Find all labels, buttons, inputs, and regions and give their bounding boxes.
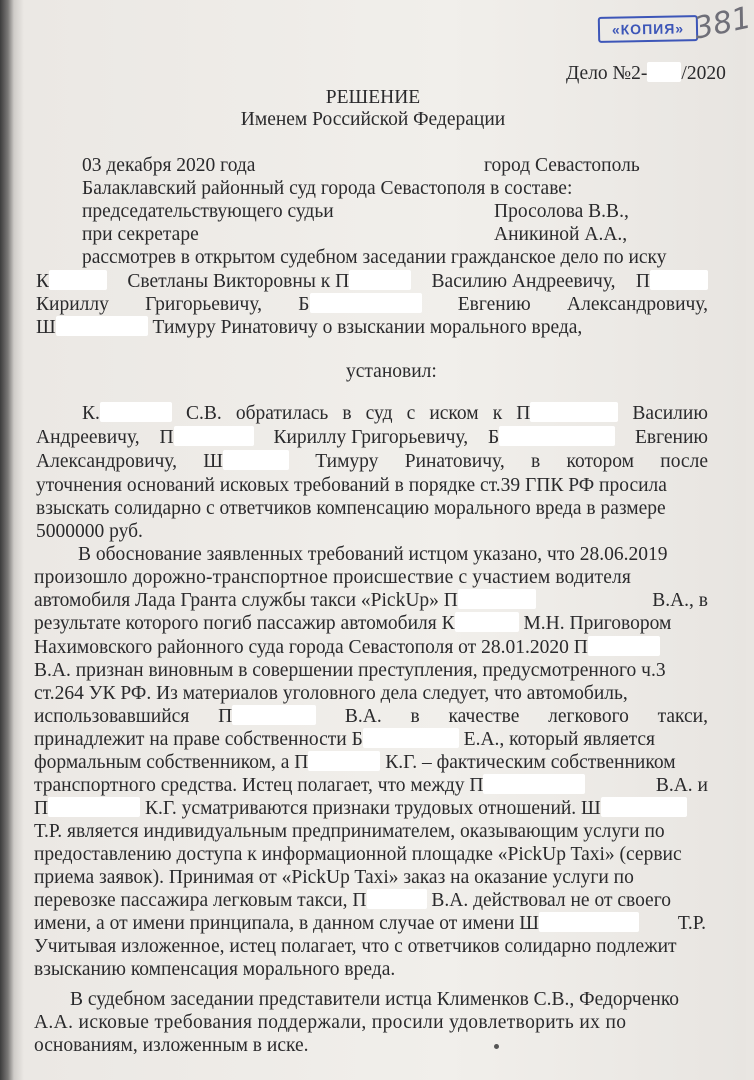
secretary-label: при секретаре [82,224,199,245]
p2-line-14: предоставлению доступа к информационной площадке «PickUp Taxi» (сервис [34,844,682,865]
p2-line-17: имени, а от имени принципала, в данном случае от имени Ш Т.Р. [34,913,706,934]
redaction [458,589,536,609]
p3-line-2: А.А. исковые требования поддержали, просили удовлетворить их по [34,1012,627,1033]
p2-line-16: перевозке пассажира легковым такси, П В.А. действовал не от своего [34,890,671,911]
redaction [367,889,427,909]
p2-line-5: Нахимовского районного суда города Севастополя от 28.01.2020 П [34,636,660,660]
case-number: Дело №2- /2020 [566,63,726,84]
redaction [455,612,519,632]
redaction [308,751,380,771]
redaction [349,270,411,290]
p2-line-3: автомобиля Лада Гранта службы такси «PickUp» П В.А., в [34,590,708,611]
p2-line-19: взысканию компенсация морального вреда. [34,959,396,980]
p2-line-7: ст.264 УК РФ. Из материалов уголовного дела следует, что автомобиль, [34,683,628,704]
p3-line-1: В судебном заседании представители истца Клименков С.В., Федорченко [70,989,680,1010]
handwritten-page-number: 381 [690,0,754,47]
p2-line-4: результате которого погиб пассажир автомобиля К М.Н. Приговором [34,613,672,634]
p2-line-2: произошло дорожно-транспортное происшествие с участием водителя [34,567,632,588]
intro-line-4: Ш Тимуру Ринатовичу о взыскании морального вреда, [36,317,583,338]
p2-line-18: Учитывая изложенное, истец полагает, что с ответчиков солидарно подлежит [34,936,677,957]
document-title: РЕШЕНИЕ [325,87,421,108]
p2-line-15: приема заявок). Принимая от «PickUp Taxi» заказ на оказание услуги по [34,867,634,888]
redaction [539,912,639,932]
p2-line-8: использовавшийся П В.А. в качестве легкового такси, [34,706,708,727]
judge-name: Просолова В.В., [494,201,629,222]
redaction [483,774,585,794]
decision-date: 03 декабря 2020 года [82,155,256,176]
redaction [232,705,316,725]
p2-line-1: В обоснование заявленных требований истцом указано, что 28.06.2019 [78,544,668,565]
intro-line-2: К Светланы Викторовны к П Василию Андреевичу, П [36,270,708,294]
redaction [174,426,254,446]
p2-line-12: П К.Г. усматриваются признаки трудовых отношений. Ш [34,797,687,821]
p1-line-5: взыскать солидарно с ответчиков компенсацию морального вреда в размере [36,498,666,519]
redaction [363,728,459,748]
p1-line-4: уточнения оснований исковых требований в порядке ст.39 ГПК РФ просила [36,475,667,496]
intro-line-1: рассмотрев в открытом судебном заседании гражданское дело по иску [82,247,667,268]
p2-line-10: формальным собственником, а П К.Г. – фактическим собственником [34,752,676,773]
p1-line-2: Андреевичу, П Кириллу Григорьевичу, Б Евгению [36,427,708,448]
p1-line-1: К. С.В. обратилась в суд с иском к П Василию [82,403,708,424]
redaction [650,270,708,290]
redaction [310,293,422,313]
p2-line-6: В.А. признан виновным в совершении преступления, предусмотренного ч.3 [34,660,666,681]
ink-spot [494,1044,499,1049]
p2-line-13: Т.Р. является индивидуальным предпринимателем, оказывающим услуги по [34,821,665,842]
p1-line-3: Александровичу, Ш Тимуру Ринатовичу, в котором после [36,451,708,472]
redaction [100,402,172,422]
redaction [499,426,615,446]
redaction [56,316,148,336]
redaction [49,270,107,290]
judge-label: председательствующего судьи [82,201,334,222]
redaction [223,450,289,470]
p2-line-9: принадлежит на праве собственности Б Е.А., который является [34,729,655,750]
p2-line-11: транспортного средства. Истец полагает, что между П В.А. и [34,775,708,796]
court-name: Балаклавский районный суд города Севастополя в составе: [82,178,573,199]
redaction [530,402,618,422]
document-subtitle: Именем Российской Федерации [240,109,506,130]
copy-stamp: «КОПИЯ» [598,15,698,43]
redaction [647,62,681,82]
redaction [601,797,687,817]
p1-line-6: 5000000 руб. [36,521,143,542]
redaction [48,797,140,817]
decision-city: город Севастополь [484,155,640,176]
redaction [588,636,660,656]
established-heading: установил: [346,361,437,382]
secretary-name: Аникиной А.А., [494,224,628,245]
intro-line-3: Кириллу Григорьевичу, Б Евгению Александровичу, [36,294,708,315]
p3-line-3: основаниям, изложенным в иске. [34,1035,309,1056]
